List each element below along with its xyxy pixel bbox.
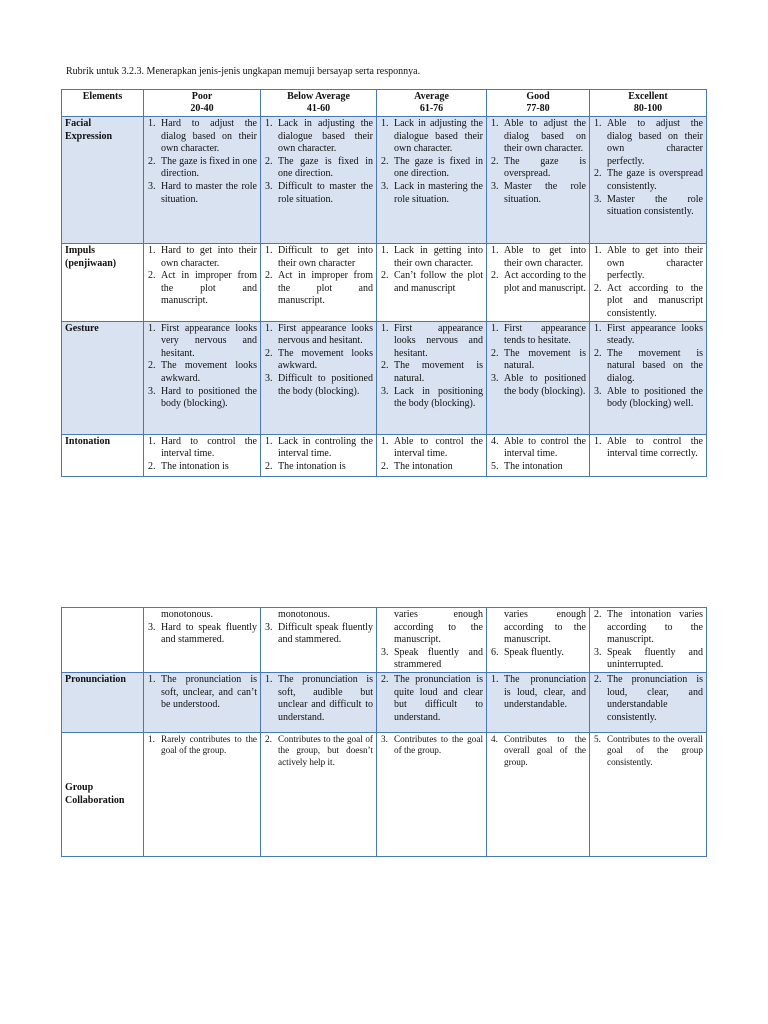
item-number: 1. [381, 245, 389, 256]
item-number: 1. [594, 118, 602, 129]
criteria-item [264, 674, 373, 724]
criteria-item [490, 436, 586, 461]
criteria-item [147, 674, 257, 712]
header-range: 20-40 [190, 103, 214, 114]
header-label: Below Average [287, 91, 350, 102]
criteria-cell [590, 608, 707, 673]
criteria-item [490, 609, 586, 647]
element-name: Impuls (penjiwaan) [62, 244, 144, 322]
item-number: 5. [491, 460, 499, 472]
item-number: 2. [265, 460, 273, 472]
item-text: Can’t follow the plot and manuscript [394, 270, 483, 294]
criteria-item [490, 647, 586, 660]
rubric-body-1 [62, 117, 707, 477]
criteria-item [147, 181, 257, 206]
criteria-cell [590, 244, 707, 322]
item-text: Rarely contributes to the goal of the group. [161, 733, 257, 756]
item-number: 1. [594, 322, 602, 334]
item-number [264, 609, 278, 622]
item-text: The intonation is [278, 460, 346, 472]
criteria-cell [590, 732, 707, 856]
item-number: 2. [265, 155, 273, 167]
item-text: Able to control the interval time. [394, 435, 483, 460]
criteria-cell [261, 608, 377, 673]
item-number: 1. [594, 435, 602, 447]
item-text: Able to control the interval time. [504, 435, 586, 460]
item-text: Difficult to positioned the body (blocking). [278, 372, 373, 397]
item-number: 3. [148, 385, 156, 397]
item-number: 2. [594, 168, 602, 180]
rubric-row-group-collaboration [62, 732, 707, 856]
item-text: Speak fluently and uninterrupted. [607, 646, 703, 671]
item-number: 1. [491, 322, 499, 334]
criteria-item [380, 461, 483, 474]
criteria-item [147, 386, 257, 411]
item-text: The intonation [394, 460, 453, 472]
criteria-cell [377, 117, 487, 244]
item-text: The intonation varies according to the manuscript. [607, 609, 703, 646]
criteria-item [593, 734, 703, 769]
header-label: Good [526, 91, 550, 102]
item-number: 1. [491, 673, 499, 685]
item-number: 1. [381, 118, 389, 129]
item-text: The gaze is fixed in one direction. [278, 155, 373, 180]
header-excellent [590, 90, 707, 117]
criteria-item [264, 622, 373, 647]
item-text: The gaze is overspread consistently. [607, 168, 703, 192]
item-number: 3. [594, 646, 602, 658]
criteria-cell [261, 117, 377, 244]
item-text: Able to get into their own character. [504, 245, 586, 269]
criteria-item [147, 270, 257, 308]
criteria-cell [144, 608, 261, 673]
rubric-caption: Rubrik untuk 3.2.3. Menerapkan jenis-jenis ungkapan memuji bersayap serta responnya. [66, 66, 421, 77]
item-number: 2. [381, 155, 389, 167]
criteria-item [593, 118, 703, 168]
item-number [490, 609, 504, 647]
item-text: Act in improper from the plot and manuscript. [161, 270, 257, 307]
criteria-cell [377, 672, 487, 732]
item-number: 1. [265, 118, 273, 129]
criteria-item [147, 461, 257, 474]
criteria-item [380, 323, 483, 361]
header-range: 80-100 [633, 103, 663, 114]
item-text: Speak fluently. [504, 646, 564, 658]
item-text: Contributes to the goal of the group. [394, 733, 483, 756]
criteria-item [264, 436, 373, 461]
item-text: Master the role situation. [504, 180, 586, 205]
item-number: 1. [265, 435, 273, 447]
item-text: The pronunciation is soft, unclear, and can’t be understood. [161, 673, 257, 711]
criteria-cell [590, 321, 707, 434]
item-text: The movement is natural. [394, 360, 483, 384]
criteria-item [490, 156, 586, 181]
criteria-cell [144, 117, 261, 244]
criteria-item [264, 609, 373, 622]
item-number: 3. [381, 646, 389, 658]
item-number: 2. [381, 460, 389, 472]
criteria-item [264, 461, 373, 474]
item-number: 2. [491, 270, 499, 282]
criteria-item [490, 181, 586, 206]
criteria-item [593, 245, 703, 283]
item-number: 5. [594, 733, 601, 744]
item-text: varies enough according to the manuscript. [504, 609, 586, 646]
item-text: Difficult speak fluently and stammered. [278, 621, 373, 646]
criteria-item [490, 118, 586, 156]
header-label: Excellent [628, 91, 668, 102]
criteria-item [593, 674, 703, 724]
item-text: First appearance looks nervous and hesitant. [278, 322, 373, 347]
criteria-cell [487, 732, 590, 856]
item-text: Act according to the plot and manuscript consistently. [607, 282, 703, 319]
item-text: The gaze is fixed in one direction. [161, 155, 257, 180]
item-text: Hard to adjust the dialog based on their own character. [161, 118, 257, 155]
criteria-cell [377, 608, 487, 673]
criteria-cell [261, 732, 377, 856]
item-text: Lack in positioning the body (blocking). [394, 385, 483, 410]
header-row [62, 90, 707, 117]
item-number [380, 609, 394, 647]
item-number: 1. [381, 322, 389, 334]
header-average [377, 90, 487, 117]
criteria-item [490, 270, 586, 295]
item-number: 6. [491, 646, 499, 658]
item-number: 3. [265, 621, 273, 633]
criteria-item [593, 168, 703, 193]
item-text: The gaze is fixed in one direction. [394, 155, 483, 180]
item-number: 3. [265, 180, 273, 192]
criteria-item [264, 734, 373, 769]
criteria-item [593, 283, 703, 321]
criteria-item [264, 373, 373, 398]
criteria-item [380, 609, 483, 647]
criteria-item [593, 194, 703, 219]
criteria-cell [144, 732, 261, 856]
item-text: monotonous. [278, 609, 330, 620]
item-text: First appearance tends to hesitate. [504, 322, 586, 347]
criteria-item [380, 181, 483, 206]
item-number: 2. [265, 733, 272, 744]
rubric-row-gesture [62, 321, 707, 434]
item-number: 1. [148, 245, 156, 256]
element-name: Gesture [62, 321, 144, 434]
item-number: 2. [381, 673, 389, 685]
item-text: The movement looks awkward. [278, 347, 373, 372]
item-number: 2. [381, 360, 389, 372]
item-number: 2. [491, 347, 499, 359]
item-text: Master the role situation consistently. [607, 193, 703, 218]
item-text: Able to positioned the body (blocking). [504, 372, 586, 397]
criteria-item [490, 373, 586, 398]
criteria-item [490, 348, 586, 373]
item-number: 1. [265, 245, 273, 256]
item-text: First appearance looks nervous and hesitant. [394, 322, 483, 359]
criteria-cell [487, 608, 590, 673]
criteria-item [380, 360, 483, 385]
criteria-item [264, 245, 373, 270]
criteria-cell [144, 244, 261, 322]
criteria-item [593, 647, 703, 672]
rubric-table-part-1 [61, 89, 707, 477]
item-text: Lack in mastering the role situation. [394, 180, 483, 205]
item-number: 2. [381, 270, 389, 282]
item-number: 4. [491, 435, 499, 447]
item-number: 2. [594, 609, 602, 620]
item-number: 1. [148, 322, 156, 334]
rubric-row-impuls-penjiwaan [62, 244, 707, 322]
item-text: Able to positioned the body (blocking) well. [607, 385, 703, 410]
item-number: 3. [491, 180, 499, 192]
criteria-item [147, 118, 257, 156]
item-text: The intonation [504, 460, 563, 472]
item-text: Hard to get into their own character. [161, 245, 257, 269]
criteria-item [147, 360, 257, 385]
item-text: The pronunciation is loud, clear, and understandable. [504, 673, 586, 711]
item-number: 1. [148, 673, 156, 685]
criteria-cell [487, 117, 590, 244]
criteria-item [147, 734, 257, 757]
item-number: 2. [148, 360, 156, 372]
criteria-item [490, 461, 586, 474]
item-text: Difficult to master the role situation. [278, 180, 373, 205]
criteria-item [264, 323, 373, 348]
criteria-cell [590, 672, 707, 732]
criteria-item [147, 156, 257, 181]
item-number: 3. [491, 372, 499, 384]
item-text: The movement is natural based on the dialog. [607, 347, 703, 384]
criteria-item [147, 622, 257, 647]
header-good [487, 90, 590, 117]
rubric-table-part-2 [61, 607, 707, 857]
rubric-row-facial-expression [62, 117, 707, 244]
criteria-cell [144, 434, 261, 476]
criteria-item [593, 436, 703, 461]
element-name: Pronunciation [62, 672, 144, 732]
criteria-cell [261, 321, 377, 434]
criteria-cell [487, 244, 590, 322]
criteria-cell [590, 434, 707, 476]
item-number: 1. [265, 673, 273, 685]
rubric-row-continued [62, 608, 707, 673]
criteria-item [264, 156, 373, 181]
item-text: Act according to the plot and manuscript. [504, 270, 586, 294]
criteria-cell [144, 672, 261, 732]
item-number: 1. [491, 118, 499, 129]
item-number: 2. [148, 270, 156, 282]
item-number: 1. [148, 435, 156, 447]
criteria-item [380, 386, 483, 411]
criteria-item [264, 118, 373, 156]
criteria-item [593, 609, 703, 647]
item-number: 1. [148, 118, 156, 129]
item-text: Contributes to the goal of the group, but doesn’t actively help it. [278, 733, 373, 767]
element-name: Facial Expression [62, 117, 144, 244]
item-number: 3. [594, 385, 602, 397]
item-text: Able to adjust the dialog based on their own character perfectly. [607, 118, 703, 167]
item-number: 3. [381, 180, 389, 192]
criteria-item [490, 674, 586, 712]
item-text: Contributes to the overall goal of the group. [504, 733, 586, 767]
item-number: 2. [265, 347, 273, 359]
item-text: The pronunciation is loud, clear, and understandable consistently. [607, 673, 703, 723]
header-label: Elements [82, 91, 123, 102]
item-text: Hard to control the interval time. [161, 435, 257, 460]
criteria-item [490, 323, 586, 348]
criteria-cell [487, 434, 590, 476]
criteria-cell [377, 732, 487, 856]
header-below-average [261, 90, 377, 117]
header-poor [144, 90, 261, 117]
rubric-row-pronunciation [62, 672, 707, 732]
criteria-cell [144, 321, 261, 434]
item-number: 3. [148, 180, 156, 192]
item-text: Difficult to get into their own character [278, 245, 373, 269]
rubric-row-intonation [62, 434, 707, 476]
criteria-item [380, 245, 483, 270]
item-number: 4. [491, 733, 498, 744]
item-number: 3. [148, 621, 156, 633]
item-text: Hard to master the role situation. [161, 180, 257, 205]
item-number: 2. [491, 155, 499, 167]
criteria-item [264, 181, 373, 206]
item-text: Hard to speak fluently and stammered. [161, 621, 257, 646]
criteria-item [380, 118, 483, 156]
item-number: 2. [594, 347, 602, 359]
item-text: The pronunciation is quite loud and clear but difficult to understand. [394, 673, 483, 723]
criteria-item [593, 348, 703, 386]
item-text: The intonation is [161, 460, 229, 472]
item-text: The movement is natural. [504, 347, 586, 372]
item-text: varies enough according to the manuscript. [394, 609, 483, 646]
item-number: 3. [381, 385, 389, 397]
item-number: 1. [381, 435, 389, 447]
criteria-item [147, 609, 257, 622]
item-number: 1. [594, 245, 602, 256]
criteria-cell [261, 244, 377, 322]
criteria-item [380, 436, 483, 461]
criteria-cell [590, 117, 707, 244]
item-number: 3. [381, 733, 388, 744]
item-number: 2. [594, 673, 602, 685]
header-label: Average [414, 91, 449, 102]
item-text: Lack in getting into their own character. [394, 245, 483, 269]
criteria-item [593, 386, 703, 411]
item-text: The gaze is overspread. [504, 155, 586, 180]
header-range: 77-80 [526, 103, 550, 114]
item-text: Lack in controling the interval time. [278, 435, 373, 460]
item-text: The movement looks awkward. [161, 360, 257, 384]
criteria-item [264, 348, 373, 373]
item-number: 2. [148, 460, 156, 472]
criteria-cell [261, 434, 377, 476]
item-text: Lack in adjusting the dialogue based their own character. [394, 118, 483, 155]
item-number: 3. [594, 193, 602, 205]
element-name: Intonation [62, 434, 144, 476]
criteria-item [380, 734, 483, 757]
criteria-cell [377, 434, 487, 476]
criteria-item [490, 245, 586, 270]
item-text: First appearance looks very nervous and hesitant. [161, 322, 257, 359]
item-text: Speak fluently and strammered [394, 646, 483, 671]
criteria-item [147, 245, 257, 270]
header-range: 41-60 [306, 103, 331, 114]
criteria-cell [377, 244, 487, 322]
criteria-item [490, 734, 586, 769]
item-number [147, 609, 161, 622]
criteria-item [147, 323, 257, 361]
element-name [62, 608, 144, 673]
criteria-cell [487, 321, 590, 434]
criteria-item [380, 270, 483, 295]
criteria-cell [261, 672, 377, 732]
item-text: Act in improper from the plot and manuscript. [278, 270, 373, 307]
criteria-cell [487, 672, 590, 732]
criteria-cell [377, 321, 487, 434]
item-text: Able to control the interval time correctly. [607, 435, 703, 460]
item-number: 2. [148, 155, 156, 167]
item-number: 1. [265, 322, 273, 334]
item-number: 1. [491, 245, 499, 256]
header-label: Poor [191, 91, 213, 102]
item-text: Able to adjust the dialog based on their own character. [504, 118, 586, 155]
item-number: 2. [265, 270, 273, 282]
item-text: Lack in adjusting the dialogue based their own character. [278, 118, 373, 155]
item-text: The pronunciation is soft, audible but unclear and difficult to understand. [278, 673, 373, 723]
item-text: Hard to positioned the body (blocking). [161, 385, 257, 410]
item-number: 3. [265, 372, 273, 384]
criteria-item [380, 156, 483, 181]
item-number: 1. [148, 733, 155, 744]
item-text: First appearance looks steady. [607, 322, 703, 347]
element-name: Group Collaboration [62, 732, 144, 856]
criteria-item [380, 674, 483, 724]
item-text: Able to get into their own character perfectly. [607, 245, 703, 282]
item-text: Contributes to the overall goal of the group consistently. [607, 733, 703, 767]
criteria-item [593, 323, 703, 348]
header-range: 61-76 [419, 103, 444, 114]
criteria-item [380, 647, 483, 672]
criteria-item [264, 270, 373, 308]
criteria-item [147, 436, 257, 461]
rubric-body-2 [62, 608, 707, 857]
item-number: 2. [594, 282, 602, 294]
header-elements [62, 90, 144, 117]
item-text: monotonous. [161, 609, 213, 620]
